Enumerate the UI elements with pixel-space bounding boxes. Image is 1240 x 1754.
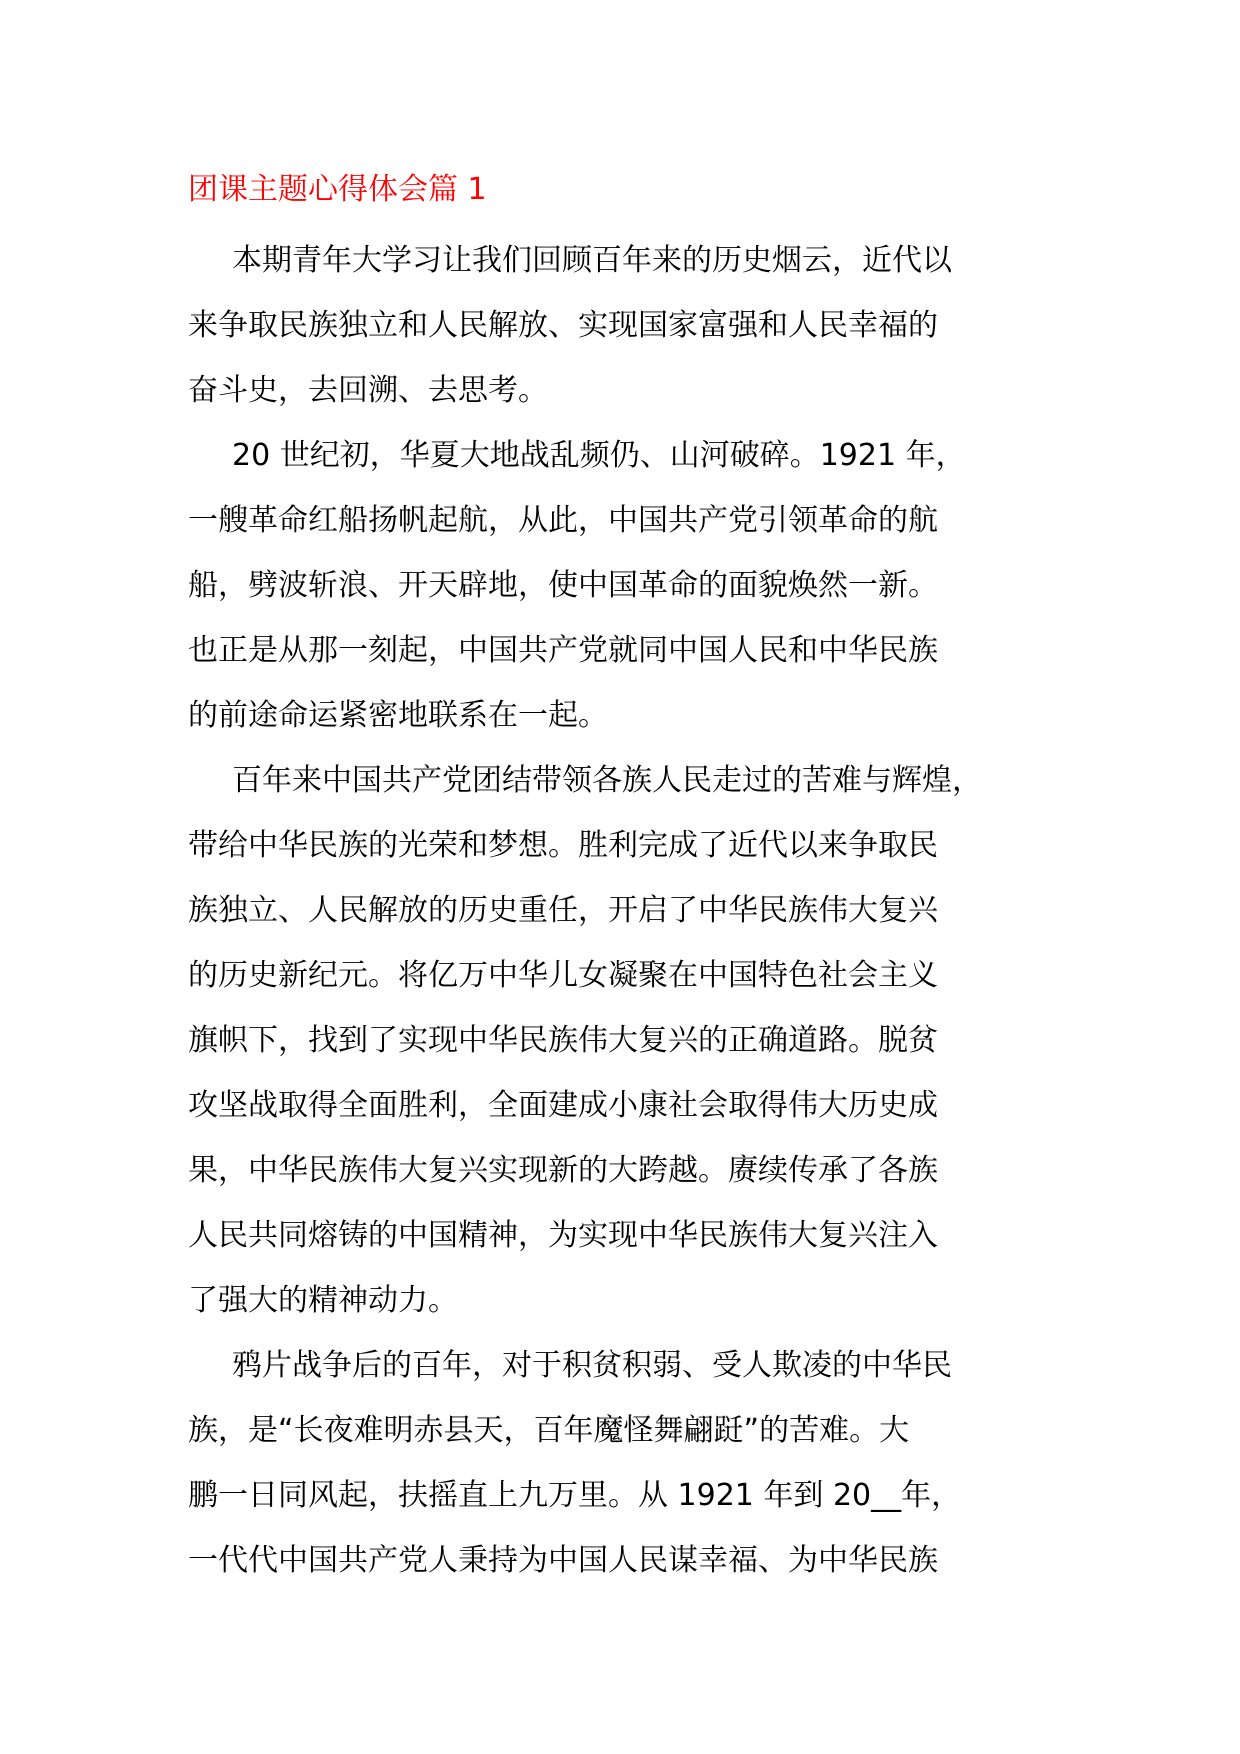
text-line: 来争取民族独立和人民解放、实现国家富强和人民幸福的: [188, 308, 938, 343]
document-title: 团课主题心得体会篇 1: [188, 172, 487, 207]
text-line: 人民共同熔铸的中国精神，为实现中华民族伟大复兴注入: [188, 1218, 938, 1253]
paragraph-3: [188, 748, 1068, 1333]
text-line: 旗帜下，找到了实现中华民族伟大复兴的正确道路。脱贫: [188, 1023, 938, 1058]
text-line: 鹏一日同风起，扶摇直上九万里。从 1921 年到 20__年，: [188, 1478, 962, 1513]
text-line: 鸦片战争后的百年，对于积贫积弱、受人欺凌的中华民: [232, 1348, 952, 1383]
text-line: 族，是“长夜难明赤县天，百年魔怪舞翩跹”的苦难。大: [188, 1413, 910, 1448]
text-line: 一代代中国共产党人秉持为中国人民谋幸福、为中华民族: [188, 1543, 938, 1578]
text-line: 的历史新纪元。将亿万中华儿女凝聚在中国特色社会主义: [188, 958, 938, 993]
text-line: 20 世纪初，华夏大地战乱频仍、山河破碎。1921 年，: [232, 438, 966, 473]
paragraph-4: [188, 1333, 1068, 1593]
paragraph-1: [188, 228, 1068, 423]
text-line: 的前途命运紧密地联系在一起。: [188, 698, 608, 733]
text-line: 了强大的精神动力。: [188, 1283, 458, 1318]
paragraph-2: [188, 423, 1068, 748]
text-line: 百年来中国共产党团结带领各族人民走过的苦难与辉煌，: [232, 763, 982, 798]
text-line: 本期青年大学习让我们回顾百年来的历史烟云，近代以: [232, 243, 952, 278]
text-line: 也正是从那一刻起，中国共产党就同中国人民和中华民族: [188, 633, 938, 668]
text-line: 船，劈波斩浪、开天辟地，使中国革命的面貌焕然一新。: [188, 568, 938, 603]
text-line: 果，中华民族伟大复兴实现新的大跨越。赓续传承了各族: [188, 1153, 938, 1188]
text-line: 攻坚战取得全面胜利，全面建成小康社会取得伟大历史成: [188, 1088, 938, 1123]
text-line: 族独立、人民解放的历史重任，开启了中华民族伟大复兴: [188, 893, 938, 928]
text-line: 奋斗史，去回溯、去思考。: [188, 373, 548, 408]
text-line: 一艘革命红船扬帆起航，从此，中国共产党引领革命的航: [188, 503, 938, 538]
text-line: 带给中华民族的光荣和梦想。胜利完成了近代以来争取民: [188, 828, 938, 863]
document-page: [188, 170, 1068, 1593]
